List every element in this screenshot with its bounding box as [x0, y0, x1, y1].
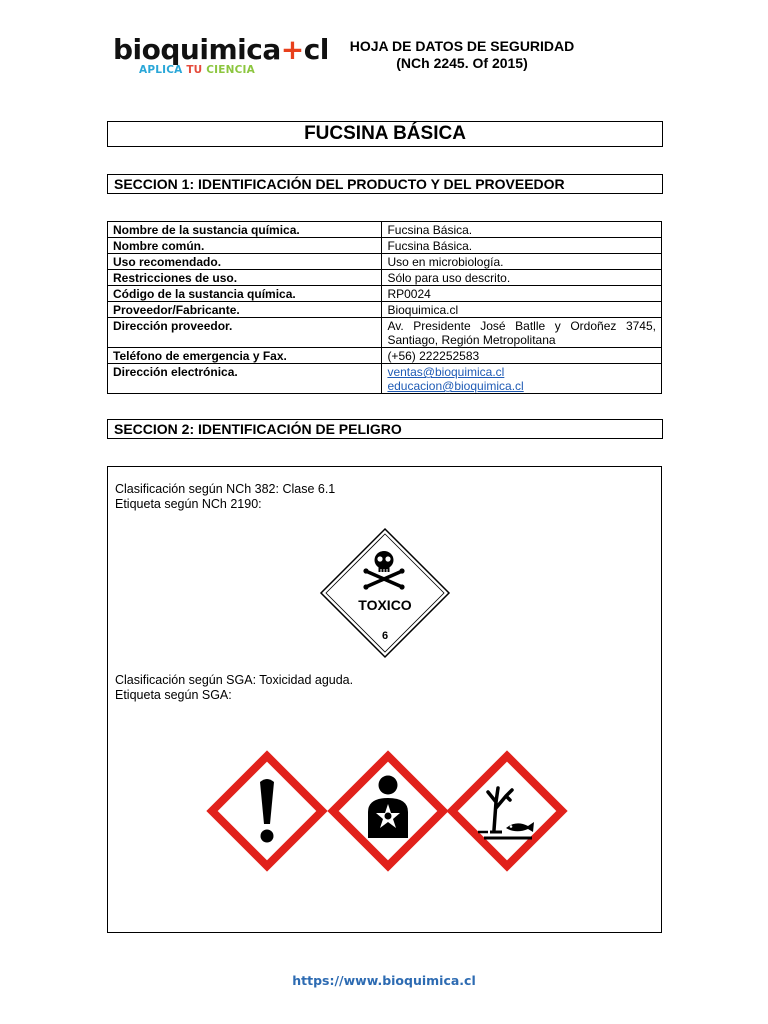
- sga-label: Etiqueta según SGA:: [115, 688, 232, 702]
- logo-tagline: APLICA TU CIENCIA: [139, 64, 255, 76]
- health-hazard-icon: [329, 752, 447, 870]
- logo-suffix: cl: [303, 33, 329, 66]
- table-row: Teléfono de emergencia y Fax. (+56) 222252583: [108, 348, 662, 364]
- logo-wordmark: bioquimica+cl: [113, 33, 329, 66]
- table-row: Nombre de la sustancia química. Fucsina Básica.: [108, 222, 662, 238]
- environment-icon: [448, 752, 566, 870]
- table-row: Dirección proveedor. Av. Presidente José Batlle y Ordoñez 3745, Santiago, Región Metropolitana: [108, 318, 662, 348]
- table-row: Código de la sustancia química. RP0024: [108, 286, 662, 302]
- table-row: Nombre común. Fucsina Básica.: [108, 238, 662, 254]
- table-row: Dirección electrónica. ventas@bioquimica.cl educacion@bioquimica.cl: [108, 364, 662, 394]
- toxic-diamond-icon: [320, 528, 450, 658]
- toxic-class-number: 6: [381, 630, 389, 642]
- nch382-classification: Clasificación según NCh 382: Clase 6.1: [115, 482, 336, 496]
- section-1-heading: SECCION 1: IDENTIFICACIÓN DEL PRODUCTO Y DEL PROVEEDOR: [107, 174, 663, 194]
- header-line-1: HOJA DE DATOS DE SEGURIDAD: [349, 38, 575, 54]
- sga-classification: Clasificación según SGA: Toxicidad aguda.: [115, 673, 354, 687]
- logo-plus: +: [280, 33, 304, 66]
- table-row: Restricciones de uso. Sólo para uso descrito.: [108, 270, 662, 286]
- product-title: FUCSINA BÁSICA: [107, 121, 663, 147]
- company-logo: [113, 33, 329, 80]
- website-link[interactable]: https://www.bioquimica.cl: [292, 973, 476, 988]
- header-line-2: (NCh 2245. Of 2015): [396, 55, 528, 71]
- nch2190-label: Etiqueta según NCh 2190:: [115, 497, 262, 511]
- product-info-table: [107, 221, 662, 394]
- toxic-label: TOXICO: [358, 597, 412, 613]
- table-row: Uso recomendado. Uso en microbiología.: [108, 254, 662, 270]
- email-link-educacion[interactable]: educacion@bioquimica.cl: [387, 379, 524, 393]
- table-row: Proveedor/Fabricante. Bioquimica.cl: [108, 302, 662, 318]
- hazard-panel: [107, 466, 662, 933]
- exclamation-mark-icon: [208, 752, 326, 870]
- document-header: [330, 38, 594, 72]
- email-link-ventas[interactable]: ventas@bioquimica.cl: [387, 365, 505, 379]
- section-2-heading: SECCION 2: IDENTIFICACIÓN DE PELIGRO: [107, 419, 663, 439]
